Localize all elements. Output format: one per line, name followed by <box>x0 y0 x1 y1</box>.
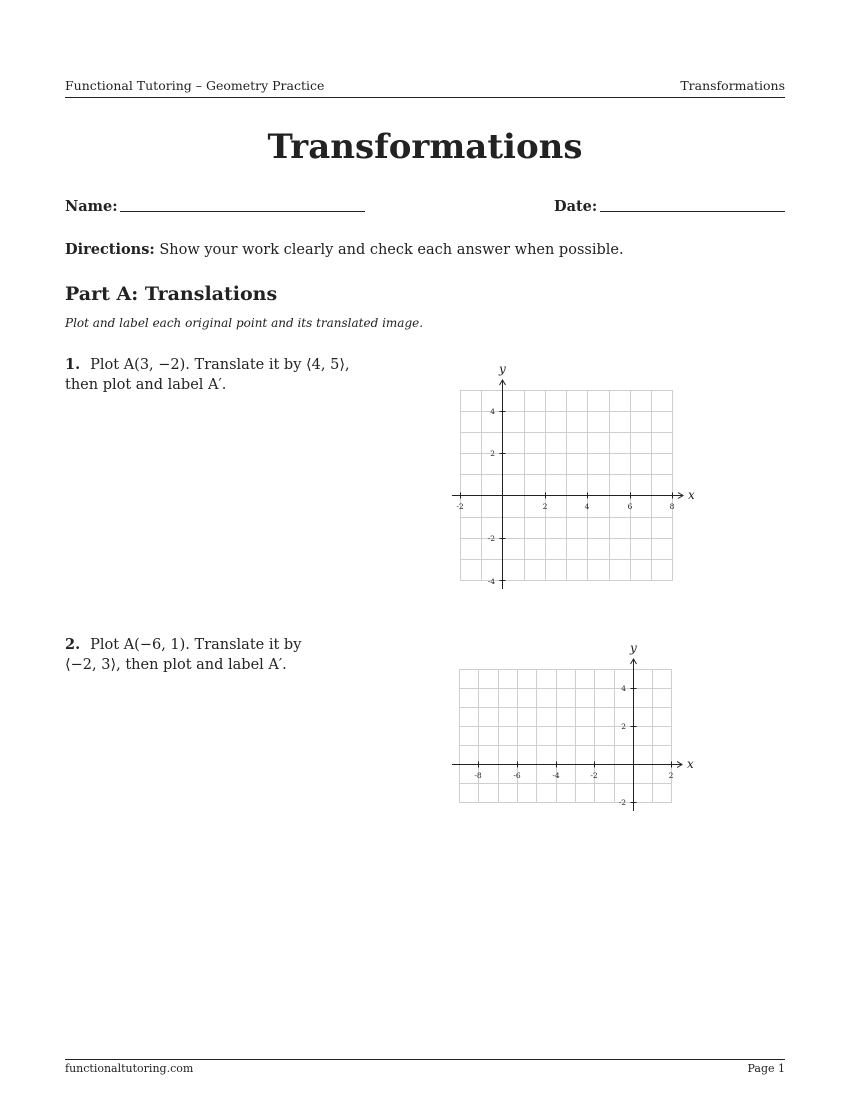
directions-text: Show your work clearly and check each answer when possible. <box>154 242 624 258</box>
problem-2-line-1: Plot A(−6, 1). Translate it by <box>90 637 302 653</box>
name-label: Name: <box>65 198 118 215</box>
problem-1-x-tick-label: 4 <box>584 502 590 511</box>
problem-2-x-tick-label: -4 <box>552 771 560 780</box>
problem-2-number: 2. <box>65 636 81 653</box>
problem-1-x-tick-label: 2 <box>542 502 548 511</box>
problem-1-x-tick-label: 8 <box>669 502 675 511</box>
problem-2-x-tick-label: -2 <box>590 771 598 780</box>
problem-2-x-tick-label: 2 <box>668 771 674 780</box>
problem-1-x-tick-label: 6 <box>627 502 633 511</box>
problem-2-y-tick-label: 4 <box>621 684 626 693</box>
problem-1 <box>65 355 355 395</box>
date-field-line <box>600 211 785 212</box>
problem-2-axes <box>452 659 682 811</box>
problem-1-y-tick-label: -4 <box>487 577 495 586</box>
footer-divider <box>65 1059 785 1060</box>
problem-1-line-1: Plot A(3, −2). Translate it by ⟨4, 5⟩, <box>90 357 350 373</box>
problem-1-y-tick-label: 4 <box>490 407 495 416</box>
problem-2-line-2: ⟨−2, 3⟩, then plot and label A′. <box>65 657 287 673</box>
footer-website: functionaltutoring.com <box>65 1062 194 1075</box>
problem-2-y-tick-label: 2 <box>621 722 626 731</box>
problem-2-x-tick-label: -8 <box>474 771 482 780</box>
name-field-line <box>120 211 365 212</box>
footer-page-number: Page 1 <box>747 1062 785 1075</box>
header-section-title: Transformations <box>680 78 785 93</box>
part-a-instructions: Plot and label each original point and its translated image. <box>65 316 424 330</box>
part-a-title: Part A: Translations <box>65 283 278 305</box>
problem-2-x-axis-label: x <box>687 757 694 771</box>
problem-1-y-axis-label: y <box>499 362 506 376</box>
problem-2-y-tick-label: -2 <box>618 798 626 807</box>
directions <box>65 241 624 258</box>
problem-2-grid-lines <box>459 669 672 803</box>
problem-1-number: 1. <box>65 356 81 373</box>
date-label: Date: <box>554 198 598 215</box>
problem-1-x-axis-label: x <box>688 488 695 502</box>
problem-2-grid <box>440 635 710 820</box>
problem-1-x-tick-label: -2 <box>456 502 464 511</box>
problem-1-grid <box>440 355 710 595</box>
problem-2-x-tick-label: -6 <box>513 771 521 780</box>
header-course-title: Functional Tutoring – Geometry Practice <box>65 78 325 93</box>
directions-label: Directions: <box>65 241 155 258</box>
page-title: Transformations <box>267 127 583 167</box>
header-divider <box>65 97 785 98</box>
problem-1-y-tick-label: 2 <box>490 449 495 458</box>
problem-1-line-2: then plot and label A′. <box>65 377 227 393</box>
problem-2 <box>65 635 355 675</box>
problem-1-grid-lines <box>460 390 673 581</box>
problem-2-y-axis-label: y <box>630 641 637 655</box>
problem-1-y-tick-label: -2 <box>487 534 495 543</box>
